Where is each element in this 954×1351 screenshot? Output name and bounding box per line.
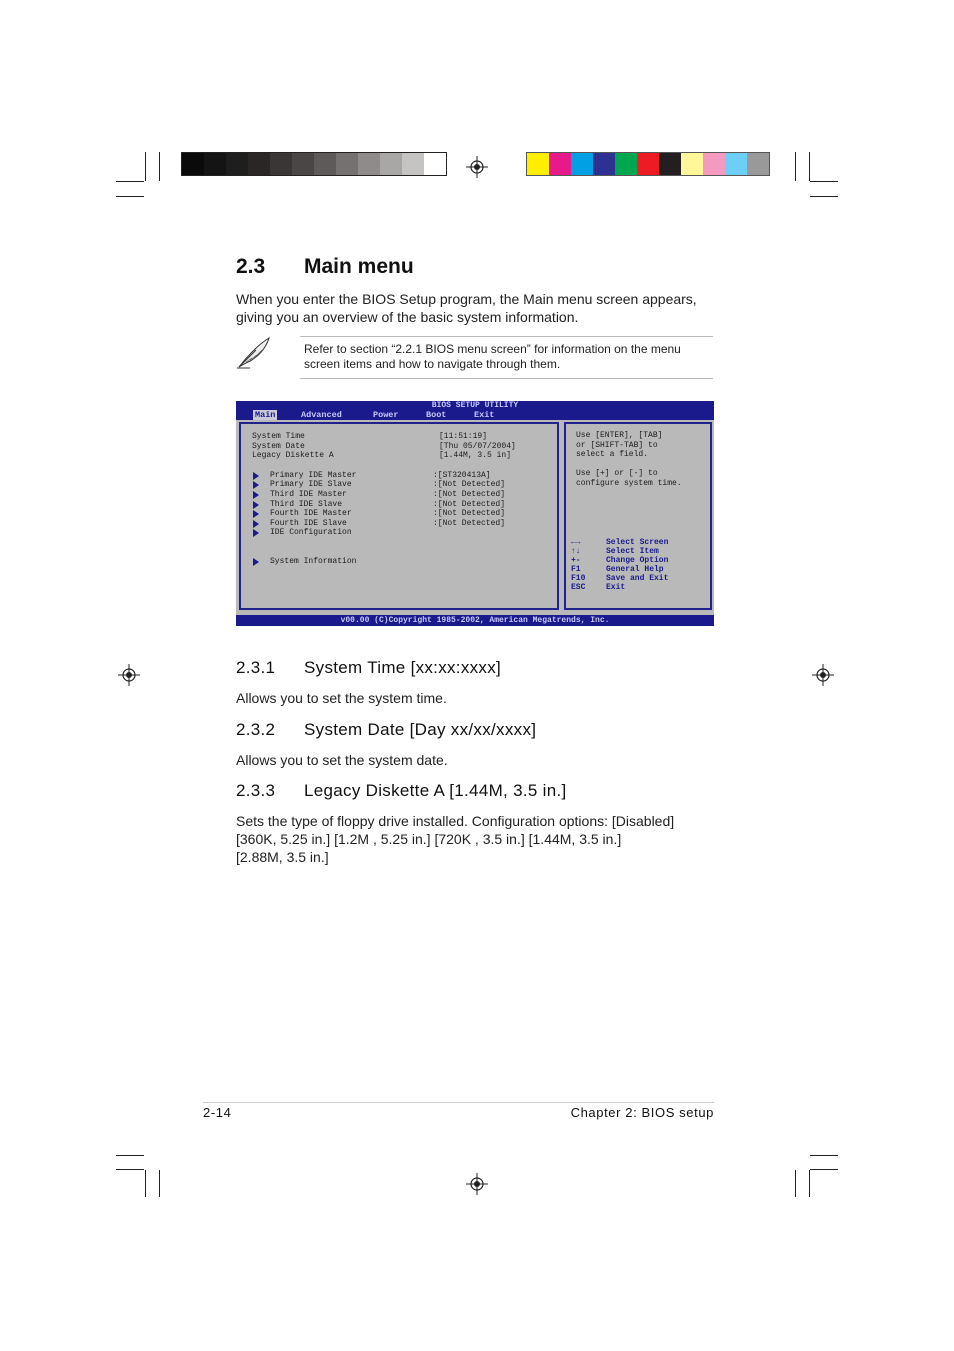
heading-number: 2.3: [236, 255, 266, 278]
color-swatch: [204, 153, 226, 175]
bios-ide-item[interactable]: IDE Configuration: [270, 528, 352, 537]
color-swatch: [747, 153, 769, 175]
color-swatch: [615, 153, 637, 175]
bios-ide-value: :[Not Detected]: [433, 519, 506, 528]
heading-title: Main menu: [304, 255, 414, 278]
bios-key-desc: Select Screen: [606, 538, 669, 547]
color-swatch: [292, 153, 314, 175]
color-swatch: [380, 153, 402, 175]
submenu-arrow-icon: [253, 472, 259, 480]
bios-help-line: or [SHIFT-TAB] to: [576, 441, 658, 450]
color-swatch: [182, 153, 204, 175]
crop-mark: [809, 152, 810, 181]
note-bottom-rule: [300, 378, 713, 379]
registration-mark-icon: [466, 1173, 488, 1195]
bios-field-label[interactable]: System Date: [252, 442, 305, 451]
crop-mark: [795, 1170, 796, 1197]
bios-help-line: Use [+] or [-] to: [576, 469, 658, 478]
bios-menu-advanced[interactable]: Advanced: [301, 410, 342, 420]
submenu-arrow-icon: [253, 481, 259, 489]
bios-ide-item[interactable]: Third IDE Slave: [270, 500, 343, 509]
section-number: 2.3.3: [236, 781, 276, 800]
color-swatch: [358, 153, 380, 175]
section-body-line: Sets the type of floppy drive installed. Configuration options: [Disabled]: [236, 813, 675, 829]
bios-ide-value: :[Not Detected]: [433, 480, 506, 489]
crop-mark: [810, 181, 838, 182]
page-heading: [236, 255, 414, 279]
grayscale-color-bar: [181, 152, 447, 176]
note-line: screen items and how to navigate through them.: [304, 357, 561, 371]
bios-ide-value: :[Not Detected]: [433, 490, 506, 499]
color-swatch: [402, 153, 424, 175]
crop-mark: [116, 196, 144, 197]
color-swatch: [659, 153, 681, 175]
section-body: Allows you to set the system date.: [236, 752, 448, 768]
section-heading-system-date: [236, 720, 536, 740]
bios-field-value[interactable]: [Thu 05/07/2004]: [439, 442, 516, 451]
bios-key: ↑↓: [571, 547, 581, 556]
submenu-arrow-icon: [253, 510, 259, 518]
bios-menu-power[interactable]: Power: [373, 410, 399, 420]
registration-mark-icon: [466, 156, 488, 178]
bios-key-desc: General Help: [606, 565, 664, 574]
bios-key: ESC: [571, 583, 586, 592]
intro-line: giving you an overview of the basic system information.: [236, 309, 579, 325]
registration-mark-icon: [812, 664, 834, 686]
crop-mark: [145, 152, 146, 181]
section-title: Legacy Diskette A [1.44M, 3.5 in.]: [304, 781, 567, 800]
section-body: Allows you to set the system time.: [236, 690, 447, 706]
color-swatch: [336, 153, 358, 175]
color-swatch: [314, 153, 336, 175]
crop-mark: [810, 196, 838, 197]
bios-ide-item[interactable]: Primary IDE Master: [270, 471, 357, 480]
bios-menu-exit[interactable]: Exit: [474, 410, 495, 420]
feather-pen-icon: [236, 336, 272, 370]
bios-field-label[interactable]: Legacy Diskette A: [252, 451, 334, 460]
color-swatch: [424, 153, 446, 175]
crop-mark: [159, 152, 160, 181]
note-text: [304, 342, 714, 372]
crop-mark: [116, 181, 144, 182]
bios-menu-boot[interactable]: Boot: [426, 410, 447, 420]
section-title: System Time [xx:xx:xxxx]: [304, 658, 502, 677]
section-body-line: [360K, 5.25 in.] [1.2M , 5.25 in.] [720K , 3.5 in.] [1.44M, 3.5 in.]: [236, 831, 622, 847]
bios-help-line: Use [ENTER], [TAB]: [576, 431, 663, 440]
bios-key: F10: [571, 574, 586, 583]
chapter-label: Chapter 2: BIOS setup: [570, 1105, 714, 1120]
bios-key: F1: [571, 565, 581, 574]
bios-ide-value: :[Not Detected]: [433, 500, 506, 509]
section-number: 2.3.1: [236, 658, 276, 677]
bios-copyright: v00.00 (C)Copyright 1985-2002, American Megatrends, Inc.: [340, 616, 610, 625]
section-body: [236, 812, 674, 866]
color-swatch: [637, 153, 659, 175]
submenu-arrow-icon: [253, 501, 259, 509]
intro-paragraph: [236, 290, 697, 326]
process-color-bar: [526, 152, 770, 176]
bios-key-desc: Exit: [606, 583, 626, 592]
bios-menu-main[interactable]: Main: [255, 410, 276, 420]
submenu-arrow-icon: [253, 491, 259, 499]
bios-key: +-: [571, 556, 581, 565]
registration-mark-icon: [118, 664, 140, 686]
color-swatch: [571, 153, 593, 175]
section-title: System Date [Day xx/xx/xxxx]: [304, 720, 537, 739]
page-number: 2-14: [203, 1105, 232, 1120]
bios-screenshot: [236, 401, 714, 626]
crop-mark: [795, 152, 796, 181]
bios-ide-item[interactable]: Third IDE Master: [270, 490, 347, 499]
bios-ide-item[interactable]: Fourth IDE Master: [270, 509, 352, 518]
color-swatch: [593, 153, 615, 175]
bios-ide-item[interactable]: Primary IDE Slave: [270, 480, 352, 489]
crop-mark: [159, 1170, 160, 1197]
bios-key: ←→: [571, 538, 581, 547]
color-swatch: [703, 153, 725, 175]
section-heading-legacy-diskette: [236, 781, 567, 801]
crop-mark: [809, 1170, 810, 1197]
color-swatch: [681, 153, 703, 175]
color-swatch: [248, 153, 270, 175]
color-swatch: [270, 153, 292, 175]
note-line: Refer to section “2.2.1 BIOS menu screen” for information on the menu: [304, 342, 681, 356]
bios-field-label[interactable]: System Time: [252, 432, 305, 441]
bios-help-line: select a field.: [576, 450, 649, 459]
section-body-line: [2.88M, 3.5 in.]: [236, 849, 329, 865]
section-number: 2.3.2: [236, 720, 276, 739]
bios-key-desc: Select Item: [606, 547, 659, 556]
bios-ide-item[interactable]: Fourth IDE Slave: [270, 519, 347, 528]
crop-mark: [810, 1169, 838, 1170]
bios-field-value[interactable]: [1.44M, 3.5 in]: [439, 451, 512, 460]
footer-rule: [203, 1102, 714, 1103]
bios-help-line: configure system time.: [576, 479, 682, 488]
intro-line: When you enter the BIOS Setup program, the Main menu screen appears,: [236, 291, 697, 307]
color-swatch: [226, 153, 248, 175]
color-swatch: [527, 153, 549, 175]
submenu-arrow-icon: [253, 558, 259, 566]
submenu-arrow-icon: [253, 529, 259, 537]
crop-mark: [145, 1170, 146, 1197]
bios-key-desc: Change Option: [606, 556, 669, 565]
bios-system-information[interactable]: System Information: [270, 557, 357, 566]
bios-title: BIOS SETUP UTILITY: [431, 401, 519, 410]
bios-key-desc: Save and Exit: [606, 574, 669, 583]
crop-mark: [810, 1155, 838, 1156]
section-heading-system-time: [236, 658, 501, 678]
color-swatch: [549, 153, 571, 175]
submenu-arrow-icon: [253, 520, 259, 528]
color-swatch: [725, 153, 747, 175]
crop-mark: [116, 1169, 144, 1170]
bios-ide-value: :[ST320413A]: [433, 471, 491, 480]
bios-ide-value: :[Not Detected]: [433, 509, 506, 518]
bios-field-value[interactable]: [11:51:19]: [439, 432, 488, 441]
crop-mark: [116, 1155, 144, 1156]
note-top-rule: [300, 336, 713, 337]
